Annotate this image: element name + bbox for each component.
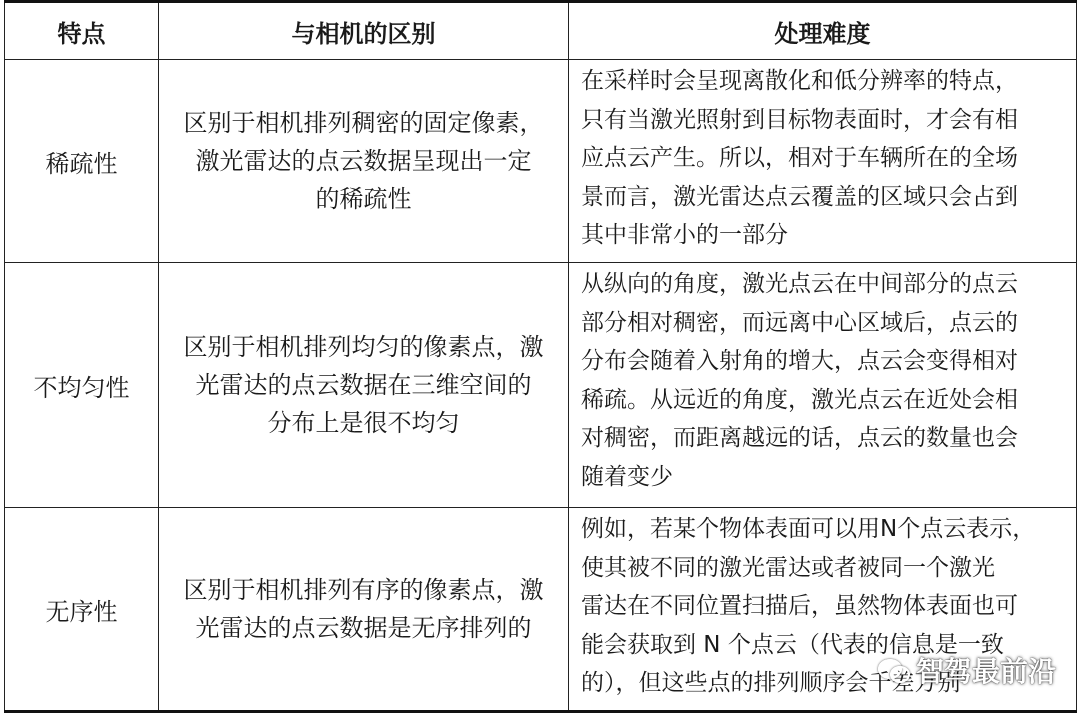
lidar-vs-camera-table xyxy=(4,0,1077,713)
table-header xyxy=(5,2,1077,60)
difference-line: 区别于相机排列均匀的像素点，激 xyxy=(183,333,544,361)
watermark-text: 智驾最前沿 xyxy=(916,655,1057,688)
difficulty-line: 分布会随着入射角的增大，点云会变得相对 xyxy=(581,348,1018,374)
difference-cell xyxy=(159,508,569,712)
difference-line: 激光雷达的点云数据呈现出一定 xyxy=(195,147,532,175)
difficulty-line: 只有当激光照射到目标物表面时，才会有相 xyxy=(581,106,1018,133)
difficulty-cell xyxy=(569,263,1077,508)
feature-cell: 不均匀性 xyxy=(5,263,159,508)
table-row xyxy=(5,263,1077,508)
difficulty-line: 使其被不同的激光雷达或者被同一个激光 xyxy=(581,554,995,581)
difference-line: 分布上是很不均匀 xyxy=(267,409,460,437)
difficulty-line: 从纵向的角度，激光点云在中间部分的点云 xyxy=(581,271,1018,297)
header-difference: 与相机的区别 xyxy=(159,2,569,60)
difficulty-line: 应点云产生。所以，相对于车辆所在的全场 xyxy=(581,145,1018,171)
difference-line: 的稀疏性 xyxy=(315,185,412,213)
difficulty-line: 例如，若某个物体表面可以用N个点云表示， xyxy=(581,516,1036,542)
watermark xyxy=(878,650,1056,690)
table-body xyxy=(5,60,1077,712)
feature-cell: 稀疏性 xyxy=(5,60,159,263)
difficulty-line: 对稠密，而距离越远的话，点云的数量也会 xyxy=(581,425,1018,451)
header-feature: 特点 xyxy=(5,2,159,60)
difference-cell xyxy=(159,60,569,263)
wechat-icon xyxy=(878,657,908,683)
difficulty-line: 景而言，激光雷达点云覆盖的区域只会占到 xyxy=(581,183,1018,210)
difference-line: 区别于相机排列有序的像素点，激 xyxy=(183,576,544,604)
difficulty-line: 其中非常小的一部分 xyxy=(581,222,788,248)
difficulty-line: 稀疏。从远近的角度，激光点云在近处会相 xyxy=(581,386,1018,413)
difficulty-line: 在采样时会呈现离散化和低分辨率的特点， xyxy=(581,68,1018,94)
difficulty-line: 部分相对稠密，而远离中心区域后，点云的 xyxy=(581,309,1018,336)
header-row xyxy=(5,2,1077,60)
difficulty-line: 雷达在不同位置扫描后，虽然物体表面也可 xyxy=(581,593,1018,619)
difference-cell xyxy=(159,263,569,508)
difficulty-line: 能会获取到 N 个点云（代表的信息是一致 xyxy=(581,631,1004,658)
feature-cell: 无序性 xyxy=(5,508,159,712)
difference-line: 光雷达的点云数据是无序排列的 xyxy=(195,614,532,642)
header-difficulty: 处理难度 xyxy=(569,2,1077,60)
difference-line: 光雷达的点云数据在三维空间的 xyxy=(195,371,532,399)
difficulty-line: 随着变少 xyxy=(581,463,673,490)
difficulty-line: 的），但这些点的排列顺序会千差万别 xyxy=(581,670,961,696)
difference-line: 区别于相机排列稠密的固定像素， xyxy=(183,109,544,137)
difficulty-cell xyxy=(569,60,1077,263)
table-row xyxy=(5,60,1077,263)
